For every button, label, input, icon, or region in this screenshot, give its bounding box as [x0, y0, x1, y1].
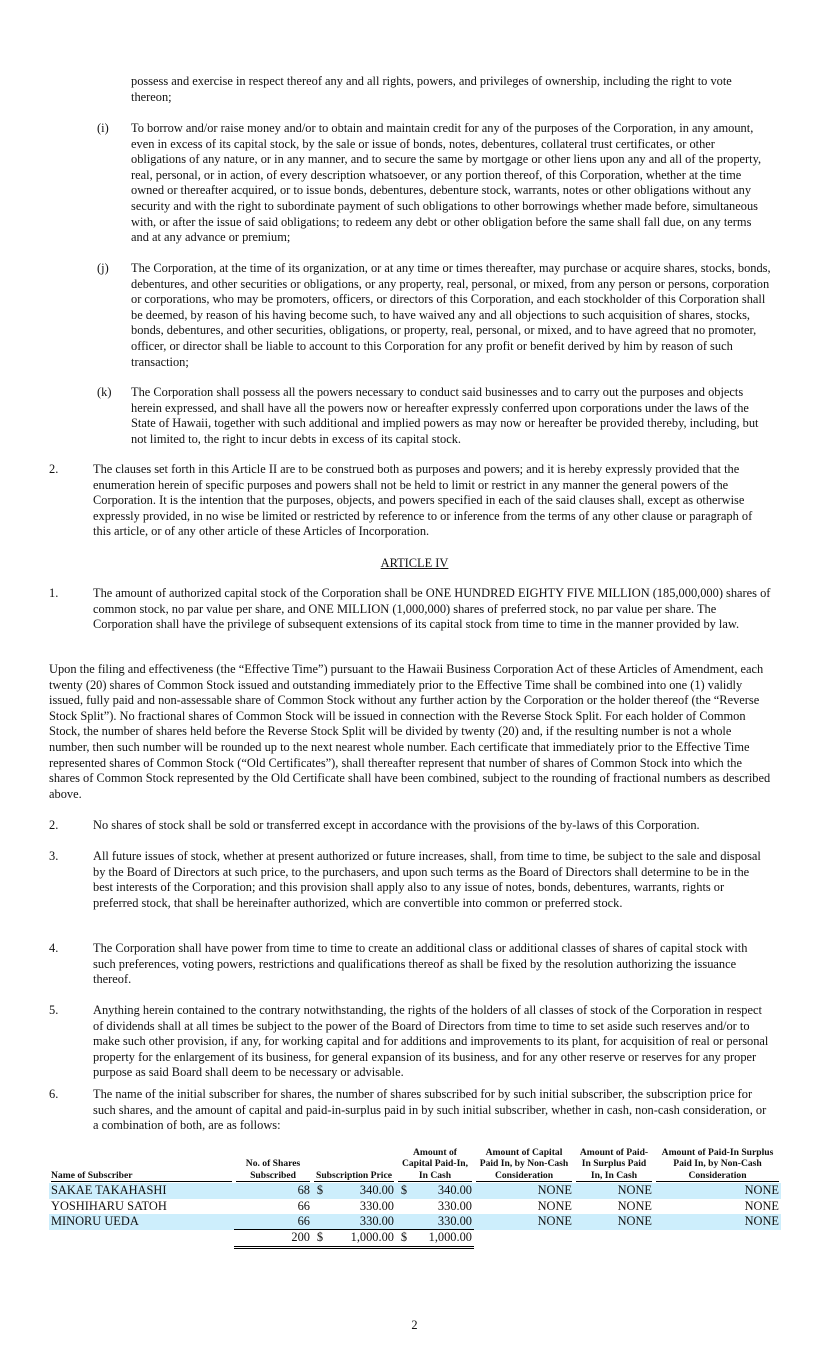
- item-text: The amount of authorized capital stock of the Corporation shall be ONE HUNDRED EIGHTY FIVE MILLION (185,000,000) shares of common stock, no par value per share, and ONE MILLION (1,000,000) shares of preferred stock, no par value per share. The Corporation shall have the privilege of subsequent extensions of its capital stock from time to time in the manner provided by law.: [93, 586, 771, 632]
- subscriber-name: YOSHIHARU SATOH: [51, 1198, 167, 1213]
- reverse-split-paragraph: Upon the filing and effectiveness (the “Effective Time”) pursuant to the Hawaii Business Corporation Act of these Articles of Amendment, each twenty (20) shares of Common Stock issued and outstanding immediately prior to the Effective Time shall be combined into one (1) validly issued, fully paid and non-assessable share of Common Stock without any further action by the Corporation or the holder thereof (the “Reverse Stock Split”). No fractional shares of Common Stock will be issued in connection with the Reverse Stock Split. For each holder of Common Stock, the number of shares held before the Reverse Stock Split will be divided by twenty (20) and, if the resulting number is not a whole number, then such number will be rounded up to the next nearest whole number. Each certificate that immediately prior to the Effective Time represented shares of Common Stock (“Old Certificates”), shall thereafter represent that number of shares of Common Stock into which the shares of Common Stock represented by the Old Certificate shall have been combined, subject to the rounding of fractional numbers as described above.: [49, 662, 771, 801]
- clause-text: To borrow and/or raise money and/or to obtain and maintain credit for any of the purposes of the Corporation, in any amount, even in excess of its capital stock, by the sale or issue of bonds, notes, debentures, collateral trust certificates, or other obligations of any nature, or in any manner, and to secure the same by mortgage or other liens upon any and all of the property, real, personal, or in action, of every description whatsoever, or any portion thereof, of this Corporation, whether at the time owned or thereafter acquired, or to issue bonds, debentures, debenture stock, warrants, notes or other obligations without any security and with the right to subordinate payment of such obligations to other borrowings whether made before, simultaneous with, or after the issue of said obligations; to redeem any debt or other obligation before the same shall fall due, on any terms and at any advance or premium;: [131, 121, 762, 245]
- header-surplus-noncash: Amount of Paid-In Surplus Paid In, by Non-Cash Consideration: [654, 1147, 781, 1183]
- surplus-cash-cell: NONE: [574, 1183, 654, 1198]
- surplus-noncash-cell: NONE: [744, 1198, 779, 1213]
- table-row: [49, 1199, 781, 1214]
- item-text: All future issues of stock, whether at present authorized or future increases, shall, from time to time, be subject to the sale and disposal by the Board of Directors at such price, to the purchasers, and upon such terms as the Board of Directors shall determine to be in the best interests of the Corporation; and this provision shall apply also to any issue of notes, bonds, debentures, warrants, rights or preferred stock, that shall be hereinafter authorized, which are convertible into common or preferred stock.: [93, 849, 761, 910]
- price-cell: 330.00: [359, 1198, 394, 1213]
- header-shares: No. of Shares Subscribed: [234, 1147, 312, 1183]
- clause-text: The Corporation shall possess all the powers necessary to conduct said businesses and to carry out the purposes and objects herein expressed, and shall have all the powers now or hereafter expressly conferred upon corporations under the laws of the State of Hawaii, together with such additional and implied powers as may now or hereafter be provided thereby, including, but not limited to, the right to incur debts in excess of its capital stock.: [131, 385, 759, 446]
- currency-symbol: $: [312, 1230, 328, 1247]
- item-label: 2.: [49, 818, 59, 832]
- clause-label: (k): [97, 385, 112, 399]
- total-shares: 200: [234, 1230, 312, 1247]
- article4-item-3: [49, 849, 771, 911]
- currency-symbol: $: [312, 1183, 328, 1198]
- header-noncash: Amount of Capital Paid In, by Non-Cash Consideration: [474, 1147, 574, 1183]
- total-price: 1,000.00: [328, 1230, 396, 1247]
- continuation-text: possess and exercise in respect thereof any and all rights, powers, and privileges of ownership, including the right to vote thereon;: [131, 74, 732, 104]
- item-label: 1.: [49, 586, 59, 600]
- clause-text: The clauses set forth in this Article II are to be construed both as purposes and powers; and it is hereby expressly provided that the enumeration herein of specific purposes and powers shall not be held to limit or restrict in any manner the general powers of the Corporation. It is the intention that the purposes, objects, and powers specified in each of the said clauses shall, except as otherwise expressly provided, in no wise be limited or restricted by reference to or inference from the terms of any other clause or paragraph of this article, or of any other article of these Articles of Incorporation.: [93, 462, 753, 539]
- article4-item-2: [49, 818, 771, 834]
- clause-text: The Corporation, at the time of its organization, or at any time or times thereafter, may purchase or acquire shares, stocks, bonds, debentures, and other securities or obligations, or any property, real, personal, or mixed, from any person or persons, corporation or corporations, who may be promoters, officers, or directors of this Corporation, and each stockholder of this Corporation shall be deemed, by reason of his having become such, to have waived any and all objections to such acquisition of shares, stocks, bonds, debentures, and other securities, obligations, or property, real, personal, or mixed, and to have agreed that no promoter, officer, or director shall be liable to account to this Corporation for any profit or benefit derived by him by reason of such transaction;: [131, 261, 771, 369]
- page-number: 2: [411, 1318, 418, 1332]
- cash-cell: 340.00: [412, 1183, 474, 1198]
- article4-item-1: [49, 586, 771, 633]
- surplus-noncash-cell: NONE: [654, 1214, 781, 1230]
- cash-cell: 330.00: [412, 1214, 474, 1230]
- subscriber-name: MINORU UEDA: [49, 1214, 234, 1230]
- article4-item-4: [49, 941, 771, 988]
- item-text: Anything herein contained to the contrary notwithstanding, the rights of the holders of all classes of stock of the Corporation in respect of dividends shall at all times be subject to the power of the Board of Directors from time to time to set aside such reserves and/or to make such other provision, if any, for working capital and for additions and improvements to its plant, for acquisition of real or personal property for the enlargement of its business, for general expansion of its business, and for any other reserve or reserves for any proper purpose as said Board shall deem to be necessary or advisable.: [93, 1003, 769, 1080]
- header-name: Name of Subscriber: [49, 1147, 234, 1183]
- clause-label: (j): [97, 261, 109, 275]
- article4-item-5: [49, 1003, 771, 1081]
- currency-symbol: $: [396, 1230, 412, 1247]
- item-label: 6.: [49, 1087, 59, 1101]
- noncash-cell: NONE: [537, 1198, 572, 1213]
- table-row: [49, 1183, 781, 1198]
- clause-k: [97, 385, 771, 447]
- item-text: No shares of stock shall be sold or transferred except in accordance with the provisions of the by-laws of this Corporation.: [93, 818, 700, 832]
- item-text: The name of the initial subscriber for shares, the number of shares subscribed for by such initial subscriber, the subscription price for such shares, and the amount of capital and paid-in-surplus paid in by such initial subscriber, whether in cash, non-cash consideration, or a combination of both, are as follows:: [93, 1087, 767, 1133]
- clause-label: 2.: [49, 462, 59, 476]
- total-cash: 1,000.00: [412, 1230, 474, 1247]
- article2-clause-2: [49, 462, 771, 540]
- price-cell: 340.00: [328, 1183, 396, 1198]
- header-price: Subscription Price: [312, 1147, 396, 1183]
- totals-row: [49, 1230, 781, 1247]
- item-label: 4.: [49, 941, 59, 955]
- noncash-cell: NONE: [474, 1214, 574, 1230]
- header-cash: Amount of Capital Paid-In, In Cash: [396, 1147, 474, 1183]
- cash-cell: 330.00: [437, 1198, 472, 1213]
- table-row: [49, 1214, 781, 1230]
- header-surplus-cash: Amount of Paid-In Surplus Paid In, In Cash: [574, 1147, 654, 1183]
- item-label: 3.: [49, 849, 59, 863]
- currency-symbol: $: [396, 1183, 412, 1198]
- shares-cell: 66: [234, 1214, 312, 1230]
- noncash-cell: NONE: [474, 1183, 574, 1198]
- surplus-cash-cell: NONE: [574, 1214, 654, 1230]
- shares-cell: 68: [234, 1183, 312, 1198]
- subscriber-name: SAKAE TAKAHASHI: [49, 1183, 234, 1198]
- surplus-noncash-cell: NONE: [654, 1183, 781, 1198]
- subscriber-table: [49, 1147, 781, 1249]
- item-text: The Corporation shall have power from time to time to create an additional class or additional classes of shares of capital stock with such preferences, voting powers, restrictions and qualifications thereof as shall be fixed by the resolution authorizing the issuance thereof.: [93, 941, 748, 987]
- surplus-cash-cell: NONE: [617, 1198, 652, 1213]
- clause-i: [97, 121, 771, 246]
- price-cell: 330.00: [328, 1214, 396, 1230]
- article4-item-6: [49, 1087, 771, 1134]
- article-iv-heading: ARTICLE IV: [380, 556, 449, 570]
- clause-label: (i): [97, 121, 109, 135]
- shares-cell: 66: [297, 1198, 310, 1213]
- table-header-row: [49, 1147, 781, 1183]
- item-label: 5.: [49, 1003, 59, 1017]
- clause-j: [97, 261, 771, 370]
